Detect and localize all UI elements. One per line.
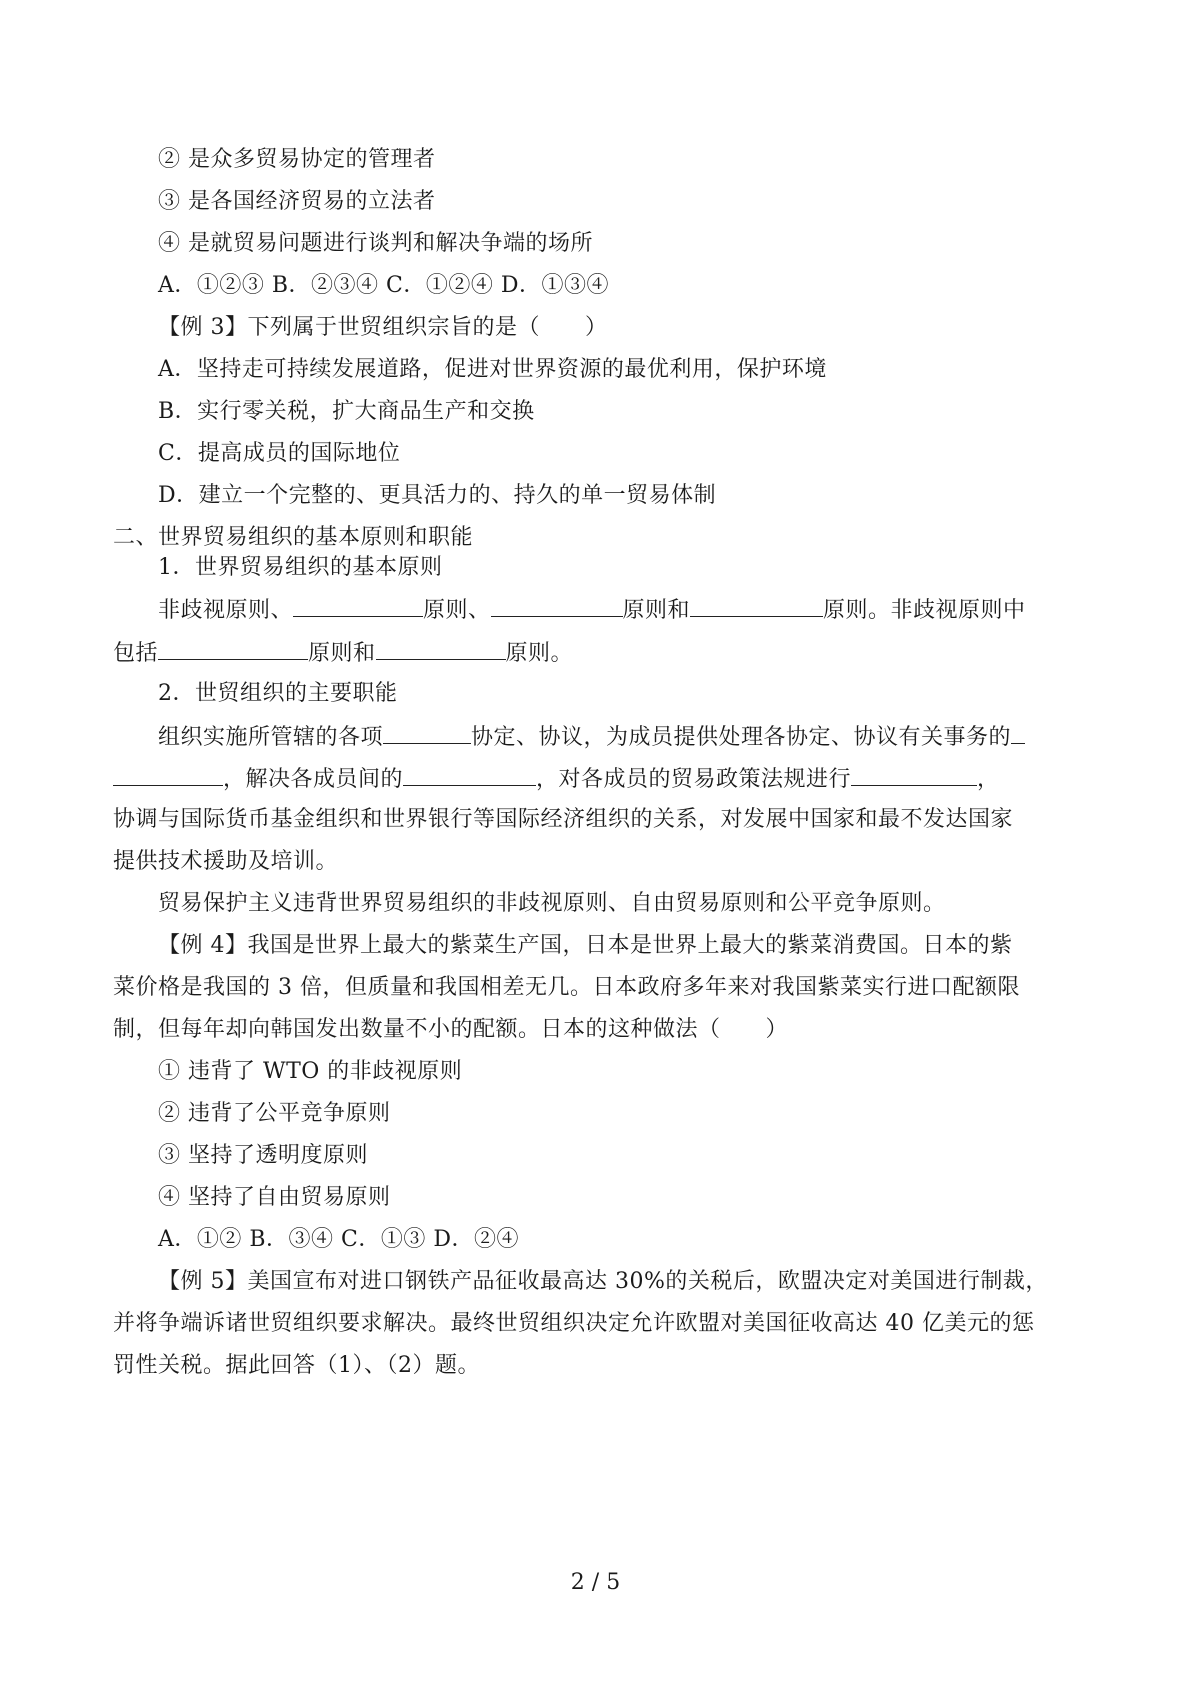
text-segment: 协定、协议，为成员提供处理各协定、协议有关事务的 (471, 725, 1012, 750)
blank[interactable] (158, 637, 308, 660)
text-segment: 原则和 (308, 641, 376, 666)
text-segment: 组织实施所管辖的各项 (158, 725, 384, 750)
blank[interactable] (376, 637, 506, 660)
blank[interactable] (851, 763, 977, 786)
fill-in-line-1 (158, 594, 1026, 626)
choice-c: C．提高成员的国际地位 (158, 441, 401, 466)
paragraph-line: 协调与国际货币基金组织和世界银行等国际经济组织的关系，对发展中国家和最不发达国家 (113, 807, 1014, 832)
paragraph-line: 贸易保护主义违背世界贸易组织的非歧视原则、自由贸易原则和公平竞争原则。 (158, 891, 946, 916)
text-segment: 原则。 (505, 641, 574, 666)
text-segment: 原则。非歧视原则中 (823, 598, 1026, 623)
choice-b: B．实行零关税，扩大商品生产和交换 (158, 399, 535, 424)
option-3: ③ 坚持了透明度原则 (158, 1143, 368, 1168)
subheading-2: 2．世贸组织的主要职能 (158, 681, 398, 706)
answer-choices: A．①② B．③④ C．①③ D．②④ (158, 1227, 520, 1252)
fill-in-line-2 (113, 637, 573, 669)
text-segment: ，解决各成员间的 (223, 767, 404, 792)
example-3-question: 【例 3】下列属于世贸组织宗旨的是（ ） (158, 315, 608, 340)
blank[interactable] (383, 721, 471, 744)
option-3: ③ 是各国经济贸易的立法者 (158, 189, 436, 214)
blank[interactable] (113, 763, 223, 786)
answer-choices: A．①②③ B．②③④ C．①②④ D．①③④ (158, 273, 610, 298)
page-number: 2 / 5 (570, 1570, 621, 1595)
paragraph-line: 罚性关税。据此回答（1）、（2）题。 (113, 1353, 480, 1378)
fill-in-line-3 (158, 721, 1025, 753)
option-4: ④ 是就贸易问题进行谈判和解决争端的场所 (158, 231, 593, 256)
paragraph-line: 提供技术援助及培训。 (113, 849, 339, 874)
paragraph-line: 菜价格是我国的 3 倍，但质量和我国相差无几。日本政府多年来对我国紫菜实行进口配额限 (113, 975, 1020, 1000)
text-segment: 非歧视原则、 (158, 598, 294, 623)
paragraph-line: 并将争端诉诸世贸组织要求解决。最终世贸组织决定允许欧盟对美国征收高达 40 亿美元的惩 (113, 1311, 1035, 1336)
option-2: ② 是众多贸易协定的管理者 (158, 147, 436, 172)
blank[interactable] (403, 763, 536, 786)
option-1: ① 违背了 WTO 的非歧视原则 (158, 1059, 463, 1084)
text-segment: ， (977, 767, 1000, 792)
text-segment: ，对各成员的贸易政策法规进行 (536, 767, 852, 792)
blank[interactable] (293, 594, 423, 617)
choice-a: A．坚持走可持续发展道路，促进对世界资源的最优利用，保护环境 (158, 357, 827, 382)
choice-d: D．建立一个完整的、更具活力的、持久的单一贸易体制 (158, 483, 717, 508)
option-4: ④ 坚持了自由贸易原则 (158, 1185, 391, 1210)
section-heading: 二、世界贸易组织的基本原则和职能 (113, 525, 474, 550)
paragraph-line: 制，但每年却向韩国发出数量不小的配额。日本的这种做法（ ） (113, 1017, 789, 1042)
example-5-question: 【例 5】美国宣布对进口钢铁产品征收最高达 30%的关税后，欧盟决定对美国进行制裁， (158, 1269, 1048, 1294)
text-segment: 原则、 (423, 598, 491, 623)
text-segment: 包括 (113, 641, 159, 666)
fill-in-line-4 (113, 763, 1000, 795)
blank[interactable] (491, 594, 623, 617)
blank[interactable] (690, 594, 823, 617)
subheading-1: 1．世界贸易组织的基本原则 (158, 555, 443, 580)
option-2: ② 违背了公平竞争原则 (158, 1101, 391, 1126)
blank[interactable] (1011, 721, 1025, 744)
example-4-question: 【例 4】我国是世界上最大的紫菜生产国，日本是世界上最大的紫菜消费国。日本的紫 (158, 933, 1013, 958)
text-segment: 原则和 (622, 598, 691, 623)
